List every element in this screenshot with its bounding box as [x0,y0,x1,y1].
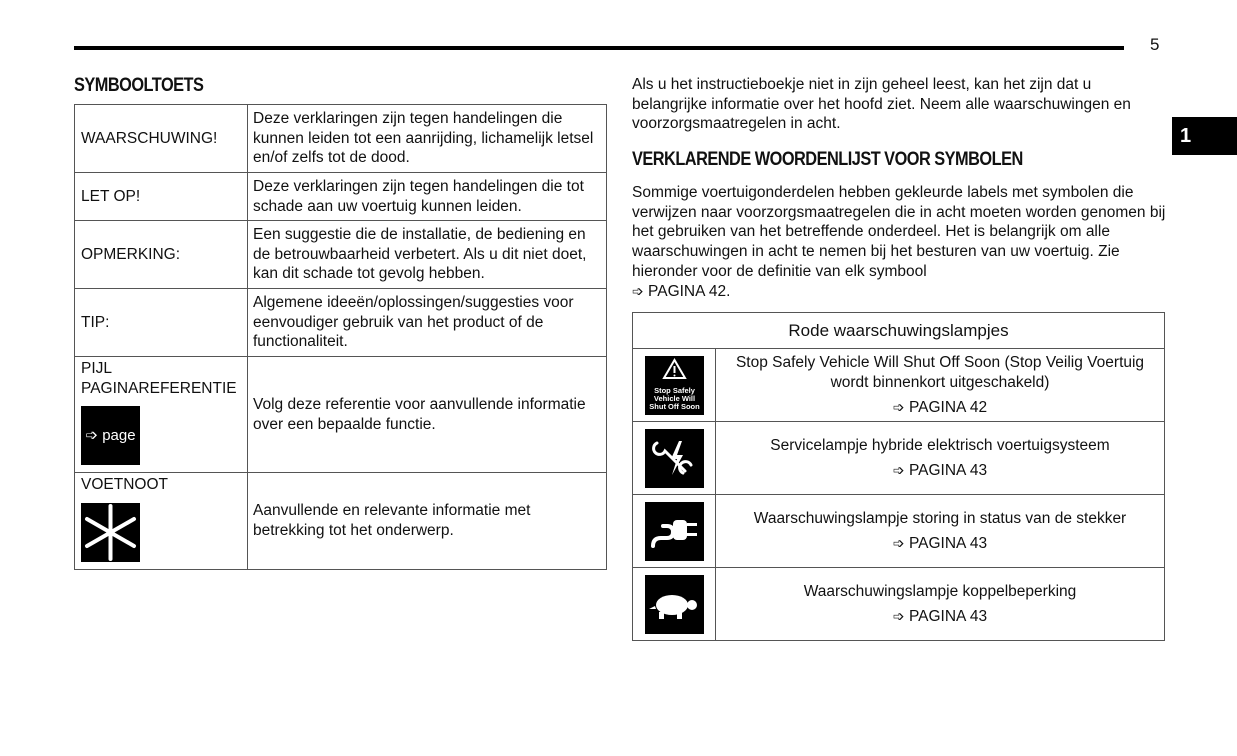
term-cell [75,357,248,473]
table-row [75,289,607,357]
glossary-text: Sommige voertuigonderdelen hebben gekleurde labels met symbolen die verwijzen naar voorzorgsmaatregelen die in acht moeten worden genomen bij het gebruiken van het betreffende onderdeel. Het is belangrijk om alle waarschuwingen in acht te nemen bij het besturen van uw voertuig. Zie hieronder voor de definitie van elk symbool [632,184,1166,280]
term-cell: LET OP! [75,173,248,221]
lamp-description-cell [716,422,1165,495]
plug-status-icon [645,502,704,561]
lamp-description-cell [716,568,1165,641]
intro-paragraph: Als u het instructieboekje niet in zijn geheel leest, kan het zijn dat u belangrijke informatie over het hoofd ziet. Neem alle waarschuwingen en voorzorgsmaatregelen in acht. [632,76,1131,133]
warning-lamps-title: Rode waarschuwingslampjes [633,313,1165,349]
lamp-description-cell [716,349,1165,422]
page-reference-link[interactable]: PAGINA 42. [648,282,731,300]
icon-cell [633,568,716,641]
term-text: PIJL PAGINAREFERENTIE [81,360,237,397]
page-arrow-icon [81,406,140,465]
definition-cell: Volg deze referentie voor aanvullende informatie over een bepaalde functie. [248,357,607,473]
page-reference-link[interactable]: PAGINA 43 [908,607,988,625]
term-cell: WAARSCHUWING! [75,105,248,173]
table-row [75,357,607,473]
symbol-key-title: SYMBOOLTOETS [74,75,204,96]
arrow-glyph: ➩ [892,398,905,415]
page-number: 5 [1150,35,1160,54]
lamp-description: Stop Safely Vehicle Will Shut Off Soon (Stop Veilig Voertuig wordt binnenkort uitgeschakeld) [735,353,1145,391]
table-row [633,495,1165,568]
warning-lamps-table [632,312,1165,641]
stop-safely-text-2: Vehicle Will [653,393,695,403]
arrow-glyph: ➩ [892,607,905,624]
table-row [75,473,607,570]
glossary-title: VERKLARENDE WOORDENLIJST VOOR SYMBOLEN [632,149,1023,170]
term-cell: TIP: [75,289,248,357]
icon-cell [633,422,716,495]
table-row [633,422,1165,495]
arrow-glyph: ➩ [892,534,905,551]
page-reference-link[interactable]: PAGINA 42 [908,398,988,416]
term-cell: OPMERKING: [75,221,248,289]
lamp-description: Waarschuwingslampje koppelbeperking [803,582,1077,600]
chapter-tab: 1 [1172,117,1237,155]
table-row [633,568,1165,641]
table-header-row [633,313,1165,349]
icon-cell [633,349,716,422]
glossary-paragraph [632,183,1167,301]
hybrid-service-icon [645,429,704,488]
lamp-description-cell [716,495,1165,568]
table-row [75,105,607,173]
footnote-asterisk-icon [81,503,140,562]
stop-safely-text-3: Shut Off Soon [648,401,700,411]
definition-cell: Aanvullende en relevante informatie met betrekking tot het onderwerp. [248,473,607,570]
page-icon-label: page [102,426,136,444]
top-rule [74,46,1124,50]
definition-cell: Een suggestie die de installatie, de bediening en de betrouwbaarheid verbetert. Als u dit niet doet, kan dit schade tot gevolg hebben. [248,221,607,289]
term-cell [75,473,248,570]
arrow-glyph: ➩ [892,461,905,478]
definition-cell: Algemene ideeën/oplossingen/suggesties voor eenvoudiger gebruik van het product of de functionaliteit. [248,289,607,357]
table-row [75,221,607,289]
page-reference-link[interactable]: PAGINA 43 [908,534,988,552]
table-row [633,349,1165,422]
lamp-description: Waarschuwingslampje storing in status van de stekker [753,509,1127,527]
stop-safely-text-1: Stop Safely [653,385,695,395]
turtle-icon [645,575,704,634]
arrow-glyph: ➩ [632,282,644,299]
page-reference-link[interactable]: PAGINA 43 [908,461,988,479]
lamp-description: Servicelampje hybride elektrisch voertuigsysteem [770,436,1110,454]
definition-cell: Deze verklaringen zijn tegen handelingen die kunnen leiden tot een aanrijding, lichamelijk letsel en/of zelfs tot de dood. [248,105,607,173]
arrow-glyph: ➩ [85,426,99,444]
symbol-key-table [74,104,607,570]
stop-safely-icon [645,356,704,415]
term-text: VOETNOOT [81,476,168,493]
icon-cell [633,495,716,568]
definition-cell: Deze verklaringen zijn tegen handelingen die tot schade aan uw voertuig kunnen leiden. [248,173,607,221]
table-row [75,173,607,221]
